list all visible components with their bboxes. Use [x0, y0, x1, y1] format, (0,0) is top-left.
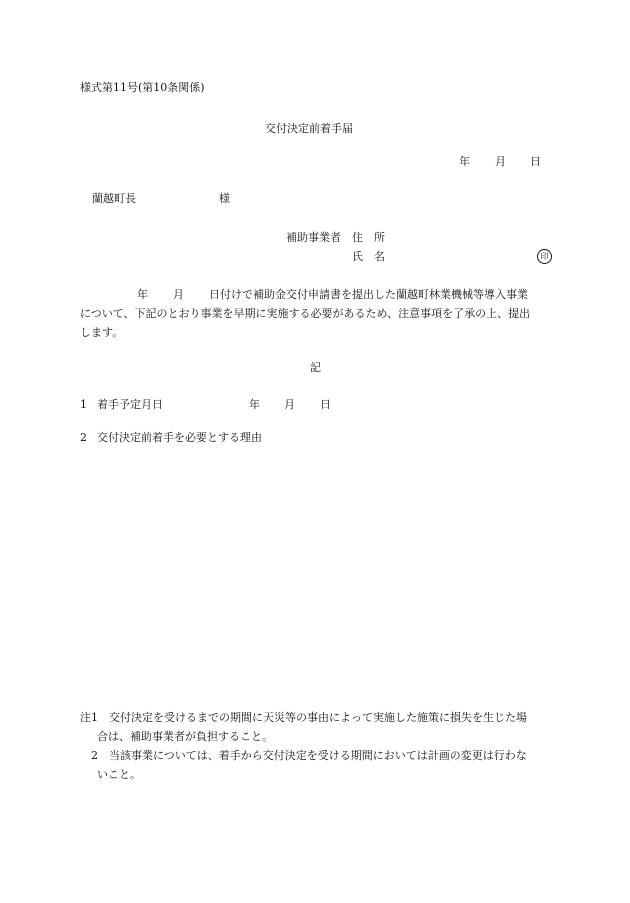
- seal-mark: 印: [537, 249, 552, 264]
- note2-line2: いこと。: [97, 768, 141, 781]
- item1-month-label: 月: [284, 398, 295, 411]
- body-line2: について、下記のとおり事業を早期に実施する必要があるため、注意事項を了承の上、提出: [80, 307, 531, 320]
- applicant-name-label: 氏 名: [352, 250, 385, 263]
- item1-text: 着手予定月日: [97, 398, 163, 411]
- note1-line1: 交付決定を受けるまでの期間に天災等の事由によって実施した施策に損失を生じた場: [109, 711, 527, 724]
- note2-number: 2: [91, 749, 98, 762]
- note-label: 注1: [80, 711, 98, 724]
- item1-number: 1: [80, 398, 87, 411]
- applicant-address-label: 住 所: [352, 231, 385, 244]
- item2-number: 2: [80, 431, 87, 444]
- form-number: 様式第11号(第10条関係): [80, 81, 205, 94]
- note1-line2: 合は、補助事業者が負担すること。: [97, 730, 273, 743]
- item1-day-label: 日: [320, 398, 331, 411]
- addressee-name: 蘭越町長: [92, 192, 136, 205]
- note2-line1: 当該事業については、着手から交付決定を受ける期間においては計画の変更は行わな: [109, 749, 527, 762]
- addressee-honorific: 様: [219, 192, 230, 205]
- body-month-label: 月: [173, 288, 184, 301]
- item2-text: 交付決定前着手を必要とする理由: [97, 431, 262, 444]
- body-year-label: 年: [137, 288, 148, 301]
- ki-heading: 記: [310, 361, 321, 374]
- date-month-label: 月: [495, 155, 506, 168]
- body-line3: します。: [80, 326, 124, 339]
- document-title: 交付決定前着手届: [265, 122, 353, 135]
- item1-year-label: 年: [249, 398, 260, 411]
- date-year-label: 年: [459, 155, 470, 168]
- body-line1-text: 日付けで補助金交付申請書を提出した蘭越町林業機械等導入事業: [209, 288, 528, 301]
- applicant-label: 補助事業者: [286, 231, 341, 244]
- date-day-label: 日: [530, 155, 541, 168]
